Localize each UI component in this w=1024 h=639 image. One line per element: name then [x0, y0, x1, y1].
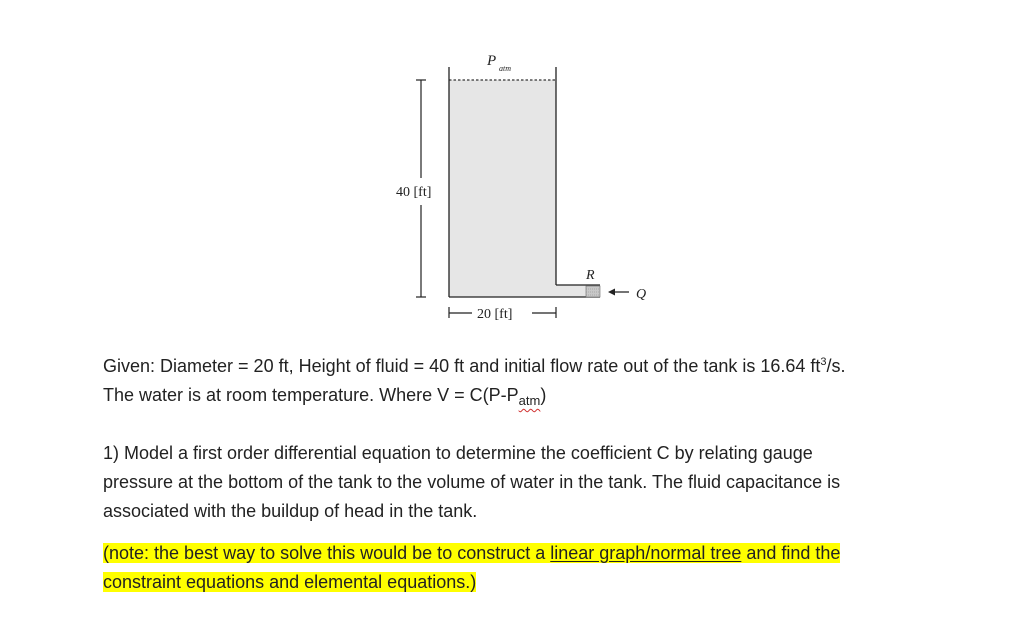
- given-line-1-text: Given: Diameter = 20 ft, Height of fluid = 40 ft and initial flow rate out of the tank is 16.64 ft: [103, 356, 821, 376]
- given-line-1-suffix: /s.: [826, 356, 846, 376]
- resistance-label: R: [586, 268, 595, 283]
- question-paragraph: [103, 439, 840, 526]
- note-line-2-text: constraint equations and elemental equations.): [103, 572, 477, 592]
- given-line-1: [103, 352, 846, 381]
- given-line-2-text: The water is at room temperature. Where V = C(P-P: [103, 385, 519, 405]
- outlet-fluid: [556, 285, 586, 297]
- note-line-1-text: (note: the best way to solve this would be to construct a: [103, 543, 551, 563]
- flow-label: Q: [636, 287, 647, 302]
- note-line-1-suffix: and find the: [741, 543, 841, 563]
- resistance-element: [586, 286, 600, 297]
- given-line-2: [103, 381, 846, 415]
- flow-arrowhead: [608, 289, 615, 296]
- height-label: 40 [ft]: [396, 185, 432, 200]
- question-line-3: associated with the buildup of head in the tank.: [103, 501, 478, 521]
- tank-fluid: [449, 80, 556, 297]
- pressure-subscript: atm: [499, 64, 511, 73]
- atm-subscript: atm: [518, 393, 541, 408]
- diameter-label: 20 [ft]: [477, 307, 513, 322]
- note-line-1: [103, 539, 840, 568]
- note-paragraph: [103, 539, 840, 597]
- question-line-1: 1) Model a first order differential equation to determine the coefficient C by relating gauge: [103, 443, 813, 463]
- cubic-exponent: 3: [820, 356, 827, 368]
- pressure-label: P: [487, 53, 497, 69]
- question-line-2: pressure at the bottom of the tank to the volume of water in the tank. The fluid capacitance is: [103, 472, 841, 492]
- linear-graph-link[interactable]: linear graph/normal tree: [550, 543, 742, 563]
- given-line-2-suffix: ): [540, 385, 547, 405]
- given-paragraph: [103, 352, 846, 415]
- note-line-2: [103, 568, 840, 597]
